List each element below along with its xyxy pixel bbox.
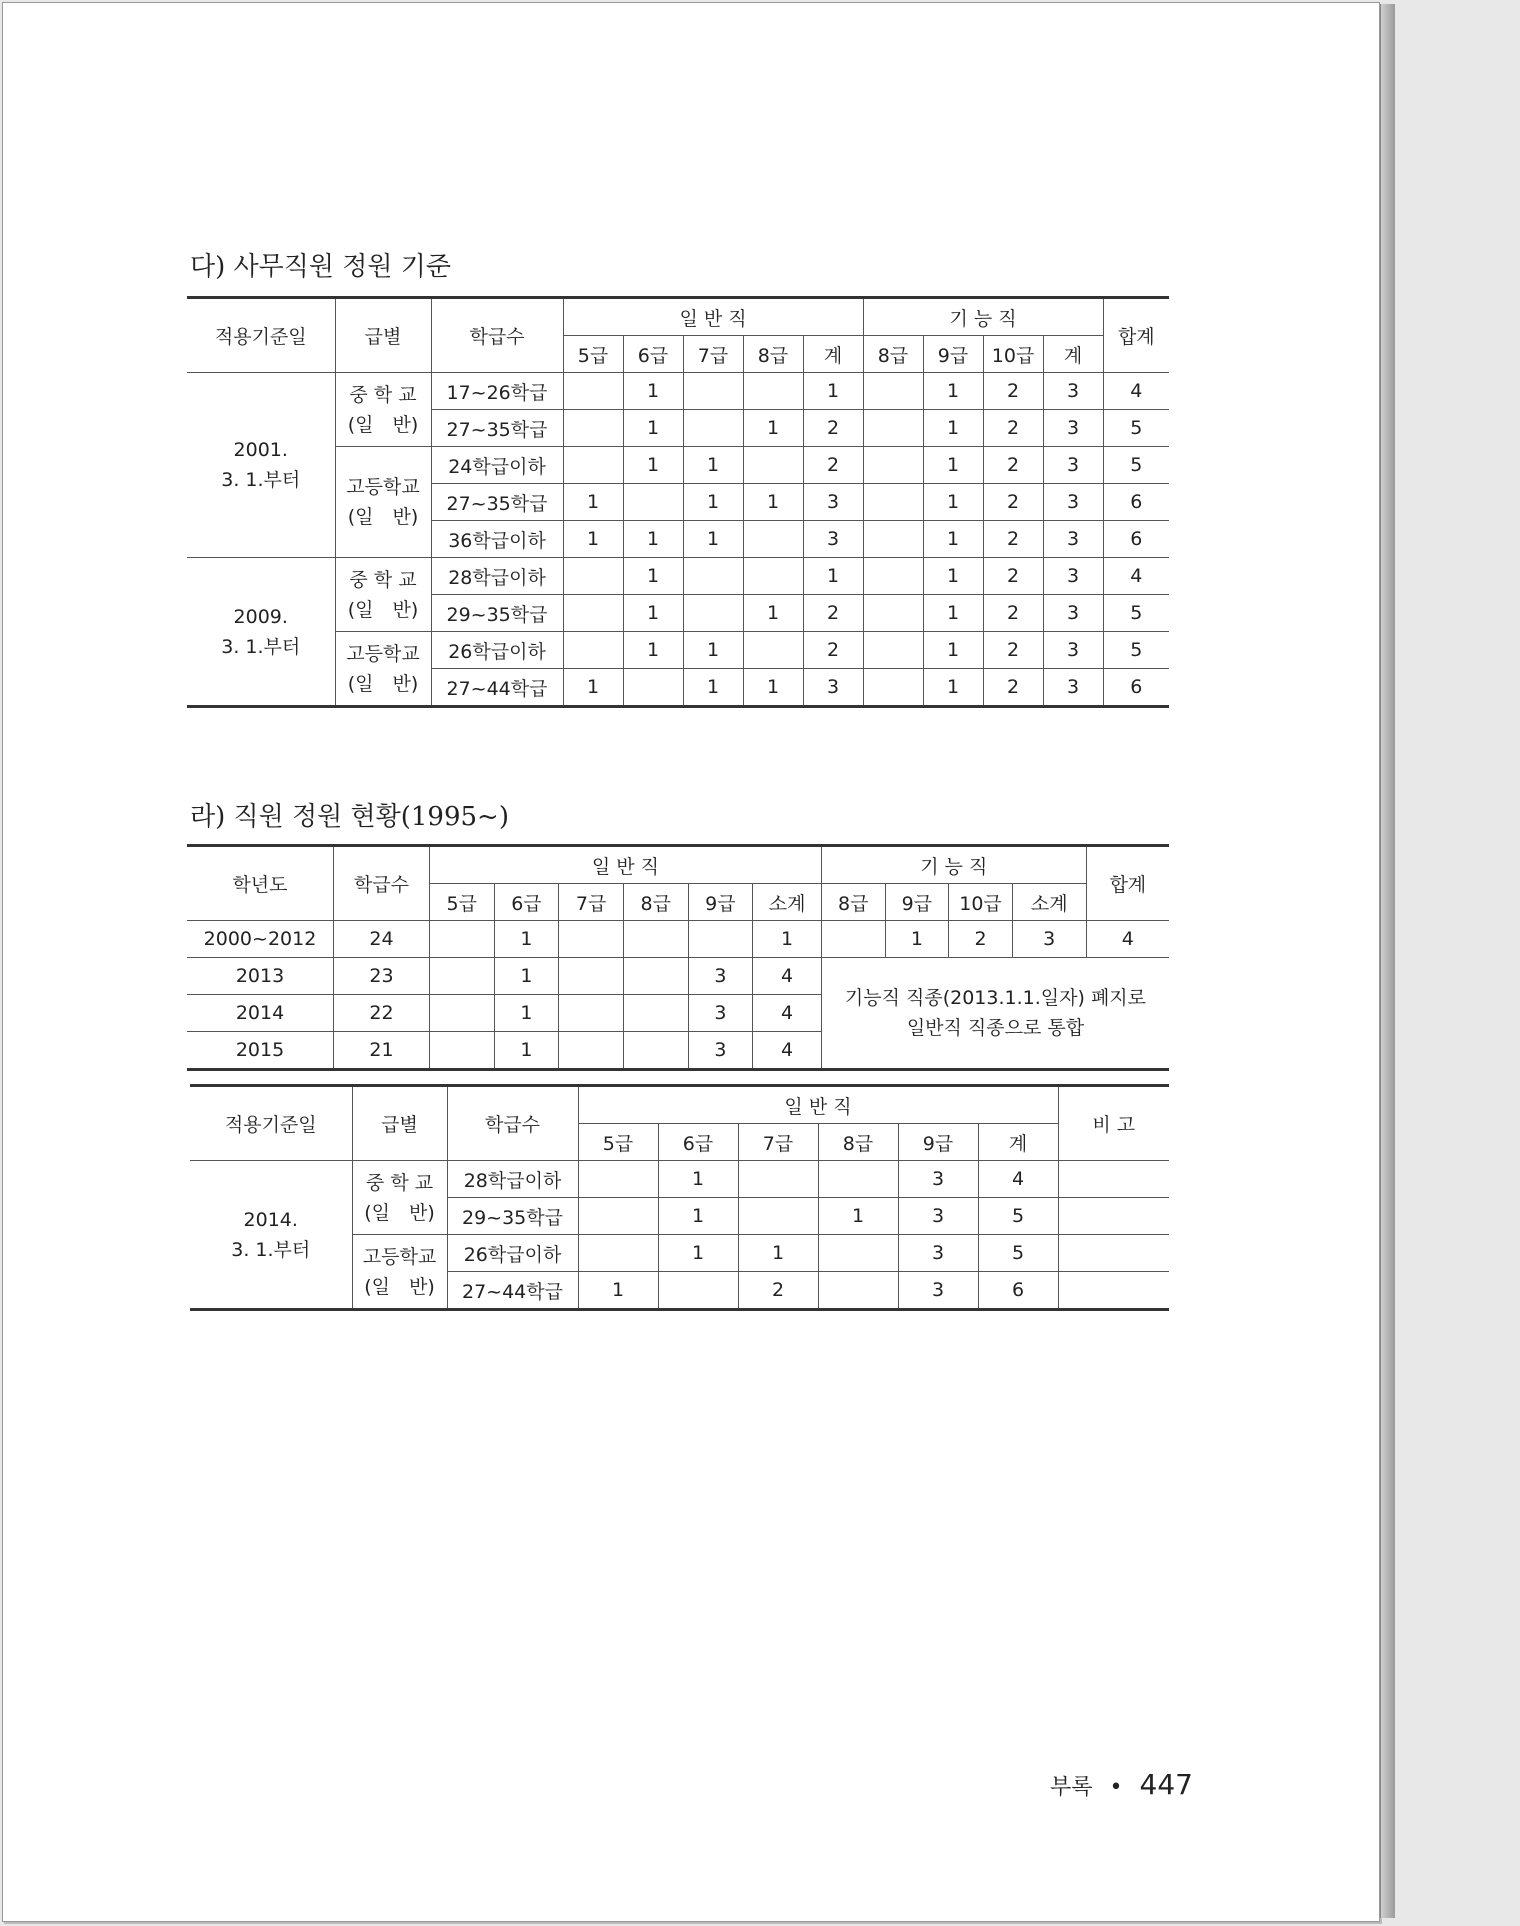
value-cell: 1 [803,373,863,410]
value-cell: 1 [923,521,983,558]
value-cell: 4 [753,958,822,995]
header-general: 일 반 직 [578,1086,1058,1124]
page-edge [1380,4,1395,1918]
remark-cell [1058,1235,1169,1272]
classes-cell: 29~35학급 [431,595,563,632]
value-cell [818,1272,898,1310]
value-cell: 4 [753,1032,822,1070]
value-cell [578,1235,658,1272]
value-cell [863,558,923,595]
value-cell [863,373,923,410]
staff-standard-table [187,296,1169,708]
value-cell: 1 [563,521,623,558]
value-cell [429,1032,494,1070]
header-date: 적용기준일 [190,1086,352,1161]
value-cell: 3 [898,1161,978,1198]
classes-cell: 28학급이하 [447,1161,578,1198]
header-general: 일 반 직 [429,846,821,884]
value-cell: 1 [658,1235,738,1272]
value-cell: 6 [1103,669,1169,707]
value-cell: 6 [1103,521,1169,558]
value-cell [863,484,923,521]
value-cell: 3 [1043,558,1103,595]
table-row [190,1161,1169,1198]
header-g9: 9급 [688,884,753,921]
value-cell: 1 [683,447,743,484]
value-cell: 1 [623,521,683,558]
value-cell [563,373,623,410]
header-date: 적용기준일 [187,298,335,373]
header-g8: 8급 [623,884,688,921]
value-cell [559,921,624,958]
header-g8: 8급 [743,336,803,373]
classes-cell: 21 [333,1032,429,1070]
value-cell [563,447,623,484]
value-cell [559,1032,624,1070]
value-cell: 1 [923,373,983,410]
grade-cell: 고등학교 (일 반) [335,632,431,707]
value-cell [863,521,923,558]
header-g5: 5급 [578,1124,658,1161]
value-cell: 1 [923,669,983,707]
value-cell: 1 [923,558,983,595]
header-grade: 급별 [335,298,431,373]
value-cell [683,558,743,595]
header-total: 합계 [1103,298,1169,373]
value-cell [683,373,743,410]
value-cell: 3 [1043,521,1103,558]
value-cell [563,595,623,632]
grade-cell: 중 학 교 (일 반) [352,1161,447,1235]
header-t10: 10급 [983,336,1043,373]
value-cell: 2 [803,595,863,632]
header-technical: 기 능 직 [863,298,1103,336]
value-cell: 1 [623,595,683,632]
grade-cell: 고등학교 (일 반) [335,447,431,558]
value-cell: 3 [898,1272,978,1310]
header-grade: 급별 [352,1086,447,1161]
year-cell: 2013 [187,958,333,995]
value-cell: 3 [1043,669,1103,707]
grade-cell: 중 학 교 (일 반) [335,373,431,447]
value-cell: 5 [978,1235,1058,1272]
value-cell: 4 [1103,373,1169,410]
value-cell: 1 [623,410,683,447]
value-cell: 1 [885,921,949,958]
grade-cell: 중 학 교 (일 반) [335,558,431,632]
header-general: 일 반 직 [563,298,863,336]
value-cell [563,410,623,447]
value-cell [743,632,803,669]
value-cell: 3 [1043,373,1103,410]
value-cell: 3 [898,1198,978,1235]
header-technical: 기 능 직 [821,846,1086,884]
value-cell: 1 [743,669,803,707]
header-classes: 학급수 [431,298,563,373]
classes-cell: 28학급이하 [431,558,563,595]
header-remark: 비 고 [1058,1086,1169,1161]
value-cell: 2 [803,632,863,669]
value-cell: 2 [803,447,863,484]
staff-status-table [187,844,1169,1071]
classes-cell: 36학급이하 [431,521,563,558]
value-cell: 3 [1043,632,1103,669]
date-cell: 2001. 3. 1.부터 [187,373,335,558]
date-cell: 2014. 3. 1.부터 [190,1161,352,1310]
value-cell: 1 [658,1198,738,1235]
value-cell: 1 [923,595,983,632]
value-cell [743,373,803,410]
value-cell: 1 [494,958,559,995]
value-cell: 1 [494,1032,559,1070]
value-cell: 1 [683,484,743,521]
value-cell [821,921,885,958]
value-cell: 1 [818,1198,898,1235]
classes-cell: 27~35학급 [431,410,563,447]
value-cell: 1 [753,921,822,958]
value-cell [578,1161,658,1198]
header-gsum: 계 [978,1124,1058,1161]
value-cell: 1 [683,521,743,558]
value-cell: 2 [983,373,1043,410]
value-cell: 2 [983,632,1043,669]
value-cell: 4 [1103,558,1169,595]
value-cell: 1 [658,1161,738,1198]
value-cell: 1 [738,1235,818,1272]
header-g7: 7급 [683,336,743,373]
remark-cell [1058,1198,1169,1235]
value-cell: 5 [978,1198,1058,1235]
value-cell [743,558,803,595]
date-cell: 2009. 3. 1.부터 [187,558,335,707]
footer-bullet: • [1109,1775,1123,1800]
year-cell: 2015 [187,1032,333,1070]
value-cell [863,669,923,707]
classes-cell: 27~44학급 [447,1272,578,1310]
value-cell: 3 [1043,447,1103,484]
value-cell [623,921,688,958]
header-g5: 5급 [563,336,623,373]
value-cell: 2 [949,921,1013,958]
value-cell [429,958,494,995]
header-g6: 6급 [658,1124,738,1161]
value-cell [658,1272,738,1310]
value-cell: 1 [683,669,743,707]
classes-cell: 23 [333,958,429,995]
page-footer [1050,1768,1193,1801]
staff-2014-table [190,1084,1169,1311]
header-t9: 9급 [923,336,983,373]
header-t8: 8급 [863,336,923,373]
value-cell [559,995,624,1032]
footer-label: 부록 [1050,1775,1093,1800]
header-gsub: 소계 [753,884,822,921]
value-cell [863,632,923,669]
value-cell: 2 [983,521,1043,558]
value-cell: 1 [563,484,623,521]
value-cell [563,558,623,595]
table-row [187,921,1169,958]
value-cell: 2 [803,410,863,447]
value-cell: 5 [1103,632,1169,669]
value-cell: 6 [1103,484,1169,521]
classes-cell: 27~35학급 [431,484,563,521]
header-g7: 7급 [559,884,624,921]
value-cell: 1 [563,669,623,707]
value-cell: 1 [743,484,803,521]
value-cell: 5 [1103,595,1169,632]
value-cell [738,1198,818,1235]
classes-cell: 27~44학급 [431,669,563,707]
value-cell: 3 [803,669,863,707]
value-cell [623,958,688,995]
value-cell: 2 [738,1272,818,1310]
header-tsum: 계 [1043,336,1103,373]
value-cell: 4 [753,995,822,1032]
header-tsub: 소계 [1012,884,1086,921]
value-cell: 2 [983,669,1043,707]
classes-cell: 26학급이하 [431,632,563,669]
merge-note: 기능직 직종(2013.1.1.일자) 폐지로 일반직 직종으로 통합 [821,958,1169,1070]
value-cell: 3 [688,995,753,1032]
value-cell: 1 [623,373,683,410]
value-cell: 4 [1086,921,1169,958]
classes-cell: 24 [333,921,429,958]
value-cell [743,521,803,558]
value-cell [623,1032,688,1070]
page-number: 447 [1139,1768,1193,1801]
header-classes: 학급수 [447,1086,578,1161]
value-cell [818,1161,898,1198]
value-cell: 3 [803,521,863,558]
value-cell: 4 [978,1161,1058,1198]
value-cell: 3 [1043,595,1103,632]
header-classes: 학급수 [333,846,429,921]
value-cell: 2 [983,447,1043,484]
value-cell [578,1198,658,1235]
value-cell: 3 [1043,410,1103,447]
value-cell: 1 [923,632,983,669]
header-g8: 8급 [818,1124,898,1161]
header-g6: 6급 [623,336,683,373]
value-cell [683,410,743,447]
value-cell: 3 [1043,484,1103,521]
year-cell: 2014 [187,995,333,1032]
header-total: 합계 [1086,846,1169,921]
header-g9: 9급 [898,1124,978,1161]
value-cell [863,595,923,632]
value-cell: 2 [983,595,1043,632]
value-cell: 1 [803,558,863,595]
section-title-da: 다) 사무직원 정원 기준 [190,252,451,282]
value-cell: 2 [983,484,1043,521]
value-cell: 6 [978,1272,1058,1310]
header-g5: 5급 [429,884,494,921]
remark-cell [1058,1161,1169,1198]
value-cell: 1 [923,410,983,447]
remark-cell [1058,1272,1169,1310]
value-cell [863,410,923,447]
header-g6: 6급 [494,884,559,921]
value-cell: 1 [623,447,683,484]
value-cell [743,447,803,484]
value-cell: 1 [623,558,683,595]
table-row [187,373,1169,410]
value-cell [863,447,923,484]
value-cell: 1 [578,1272,658,1310]
value-cell [429,921,494,958]
value-cell: 1 [494,921,559,958]
header-t10: 10급 [949,884,1013,921]
value-cell: 3 [688,958,753,995]
value-cell: 1 [494,995,559,1032]
value-cell: 1 [743,595,803,632]
value-cell: 1 [923,447,983,484]
value-cell [623,484,683,521]
header-t8: 8급 [821,884,885,921]
value-cell: 1 [623,632,683,669]
value-cell [688,921,753,958]
value-cell [563,632,623,669]
value-cell [738,1161,818,1198]
header-g7: 7급 [738,1124,818,1161]
section-title-ra: 라) 직원 정원 현황(1995~) [190,802,509,832]
value-cell [623,669,683,707]
header-t9: 9급 [885,884,949,921]
grade-cell: 고등학교 (일 반) [352,1235,447,1310]
value-cell [818,1235,898,1272]
value-cell [559,958,624,995]
value-cell [683,595,743,632]
value-cell: 1 [923,484,983,521]
table-row [187,958,1169,995]
classes-cell: 24학급이하 [431,447,563,484]
value-cell: 2 [983,410,1043,447]
value-cell: 3 [1012,921,1086,958]
value-cell [623,995,688,1032]
header-year: 학년도 [187,846,333,921]
value-cell: 5 [1103,410,1169,447]
header-gsum: 계 [803,336,863,373]
classes-cell: 29~35학급 [447,1198,578,1235]
value-cell: 1 [683,632,743,669]
value-cell [429,995,494,1032]
value-cell: 3 [688,1032,753,1070]
classes-cell: 17~26학급 [431,373,563,410]
classes-cell: 26학급이하 [447,1235,578,1272]
table-row [187,558,1169,595]
value-cell: 3 [898,1235,978,1272]
year-cell: 2000~2012 [187,921,333,958]
table-row [187,632,1169,669]
value-cell: 5 [1103,447,1169,484]
value-cell: 3 [803,484,863,521]
value-cell: 1 [743,410,803,447]
classes-cell: 22 [333,995,429,1032]
value-cell: 2 [983,558,1043,595]
table-row [187,447,1169,484]
